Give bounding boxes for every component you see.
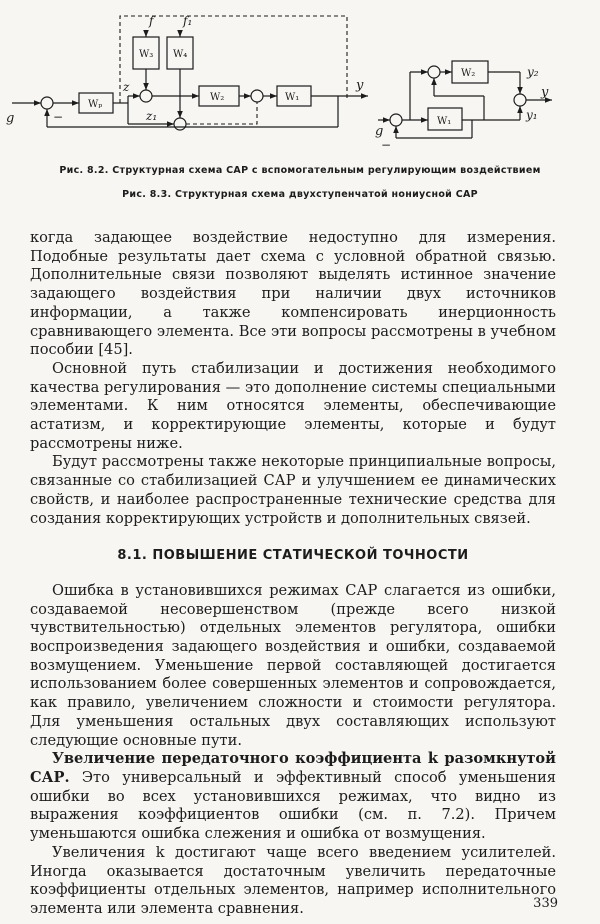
- label-z1: z₁: [146, 109, 158, 123]
- page-number: 339: [533, 896, 558, 911]
- figure-8-2-caption: Рис. 8.2. Структурная схема САР с вспомогательным регулирующим воздействием: [59, 165, 541, 176]
- summing-junction-3: [251, 90, 263, 102]
- label-wp: Wₚ: [88, 99, 103, 110]
- summing-junction-g: [390, 114, 402, 126]
- label-z: z: [123, 80, 130, 94]
- paragraph-2: Основной путь стабилизации и достижения необходимого качества регулирования — это дополнение системы специальными элементами. К ним относятся элементы, обеспечивающие астатизм, и корректирующие элементы, которые и будут рассмотрены ниже.: [30, 359, 556, 452]
- figure-8-3-diagram: [375, 61, 552, 152]
- label-y2: y₂: [527, 65, 539, 79]
- label-w2-b: W₂: [461, 68, 476, 79]
- paragraph-4: Ошибка в установившихся режимах САР слагается из ошибки, создаваемой несовершенством (прежде всего низкой чувствительностью) отдельных элементов регулятора, ошибки воспроизведения задающего воздействия и ошибки, создаваемой возмущением. Уменьшение первой составляющей достигается использованием более совершенных элементов и сопровождается, как правило, увеличением сложности и стоимости регулятора. Для уменьшения остальных двух составляющих используют следующие основные пути.: [30, 581, 556, 749]
- paragraph-3: Будут рассмотрены также некоторые принципиальные вопросы, связанные со стабилизацией САР и улучшением ее динамических свойств, и наиболее распространенные технические средства для создания корректирующих устройств и дополнительных связей.: [30, 453, 556, 527]
- paragraph-1: когда задающее воздействие недоступно для измерения. Подобные результаты дает схема с условной обратной связью. Дополнительные связи позволяют выделять истинное значение задающего воздействия при наличии двух источников информации, а также компенсировать инерционность сравнивающего элемента. Все эти вопросы рассмотрены в учебном пособии [45].: [30, 229, 556, 359]
- label-w1: W₁: [285, 92, 300, 103]
- summing-junction-out: [514, 94, 526, 106]
- label-w1-b: W₁: [437, 116, 452, 127]
- label-g-b: g: [375, 124, 384, 139]
- label-y-b: y: [541, 85, 549, 100]
- figure-8-2-diagram: [6, 14, 368, 130]
- label-y1: y₁: [526, 108, 538, 122]
- label-minus-b: −: [381, 138, 392, 152]
- summing-junction-z1: [174, 118, 186, 130]
- paragraph-6: Увеличения k достигают чаще всего введением усилителей. Иногда оказывается достаточным увеличить передаточные коэффициенты отдельных элементов, например исполнительного элемента или элемента сравнения.: [30, 843, 556, 917]
- label-g: g: [6, 111, 15, 126]
- summing-junction-1: [41, 97, 53, 109]
- label-y: y: [356, 78, 364, 93]
- paragraph-5: [30, 750, 556, 844]
- label-f: f: [149, 14, 154, 28]
- label-w3: W₃: [139, 49, 154, 60]
- label-w2: W₂: [210, 92, 225, 103]
- figures: [0, 0, 600, 215]
- label-f1: f₁: [183, 14, 193, 28]
- summing-junction-z: [140, 90, 152, 102]
- label-w4: W₄: [173, 49, 188, 60]
- summing-junction-inner: [428, 66, 440, 78]
- paragraph-5-heading: Увеличение передаточного коэффициента k разомкнутой САР.: [30, 750, 556, 786]
- paragraph-5-body: Это универсальный и эффективный способ уменьшения ошибки во всех установившихся режимах, что видно из выражения коэффициентов ошибки (см. п. 7.2). Причем уменьшаются ошибка слежения и ошибка от возмущения.: [30, 768, 557, 843]
- label-minus: −: [53, 110, 64, 124]
- body-text: [30, 229, 556, 919]
- figure-8-3-caption: Рис. 8.3. Структурная схема двухступенчатой нониусной САР: [122, 189, 478, 200]
- section-heading: 8.1. ПОВЫШЕНИЕ СТАТИЧЕСКОЙ ТОЧНОСТИ: [117, 548, 469, 564]
